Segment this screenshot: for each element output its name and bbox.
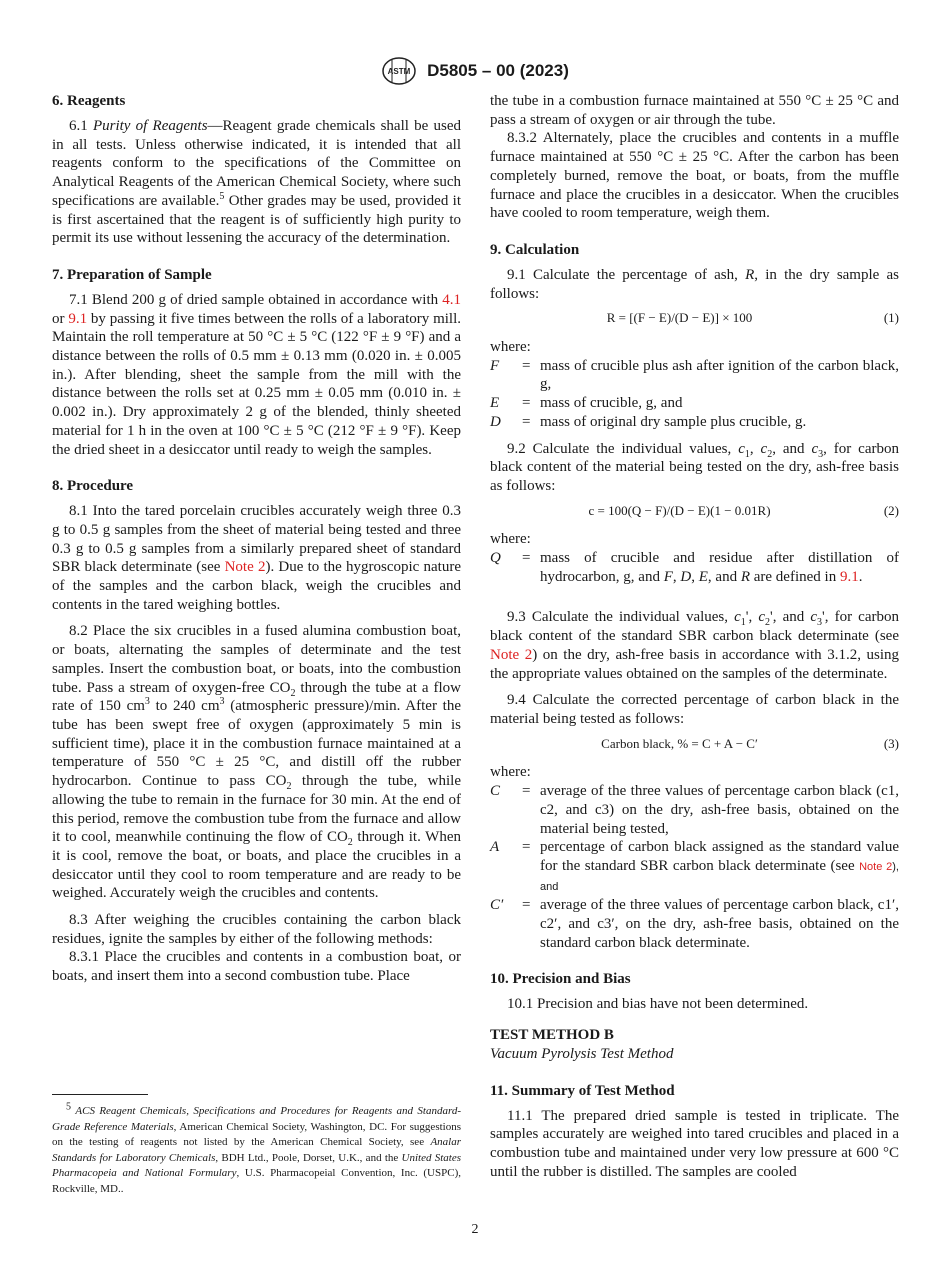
footnote-rule: [52, 1094, 148, 1095]
para-8-3-2: 8.3.2 Alternately, place the crucibles and contents in a muffle furnace maintained at 550 °C ± 25 °C. After the carbon has been completely burned, remove the boat, or boats, from the muffle furnace and place the crucibles in a desiccator. When the crucibles have cooled to room temperature, weigh them.: [490, 130, 899, 222]
test-method-subtitle: Vacuum Pyrolysis Test Method: [490, 1045, 674, 1062]
link-note-2[interactable]: Note 2: [224, 559, 266, 576]
definition-q: Q = mass of crucible and residue after distillation of hydrocarbon, g, and F, D, E, and R are defined in 9.1.: [490, 550, 899, 585]
section-7-heading: 7. Preparation of Sample: [52, 266, 212, 283]
link-note-2-c[interactable]: Note 2: [859, 860, 893, 873]
left-column: [52, 92, 461, 986]
para-8-3-1: 8.3.1 Place the crucibles and contents in a combustion boat, or boats, and insert them into a second combustion tube. Place: [52, 949, 461, 985]
equation-2: c = 100(Q − F)/(D − E)(1 − 0.01R) (2): [588, 502, 899, 518]
para-11-1: 11.1 The prepared dried sample is tested in triplicate. The samples accurately are weighed into tared crucibles and placed in a combustion tube and maintained under very low pressure at 600 °C until the rubber is distilled. The samples are cooled: [490, 1107, 899, 1180]
para-6-1: 6.1 Purity of Reagents—Reagent grade chemicals shall be used in all tests. Unless otherwise indicated, it is intended that all reagents conform to the specifications of the Committee on Analytical Reagents of the American Chemical Society, where such specifications are available.$^5$ Other grades may be used, provided it is first ascertained that the reagent is of sufficiently high purity to permit its use without lessening the accuracy of the determination.: [52, 118, 462, 247]
para-7-1: 7.1 Blend 200 g of dried sample obtained in accordance with 4.1 or 9.1 by passing it five times between the rolls of a laboratory mill. Maintain the roll temperature at 50 °C ± 5 °C (122 °F ± 9 °F) and a distance between the rolls of 0.5 mm ± 0.13 mm (0.020 in. ± 0.005 in.). After blending, sheet the sample from the mill with the distance between the rolls set at 0.25 mm ± 0.05 mm (0.010 in. ± 0.002 in.). Dry approximately 2 g of the blended, thinly sheeted material for 1 h in the oven at 100 °C ± 5 °C (212 °F ± 9 °F). Keep the dried sheet in a desiccator until ready to weigh the samples.: [52, 291, 461, 458]
para-9-2: 9.2 Calculate the individual values, $c_1$, $c_2$, and $c_3$, for carbon black content of the material being tested on the dry, ash-free basis as follows:: [490, 440, 899, 494]
definition-row: E = mass of crucible, g, and: [490, 395, 683, 412]
section-8-heading: 8. Procedure: [52, 478, 134, 495]
definitions-1: [490, 357, 899, 432]
astm-logo: [381, 56, 417, 86]
definition-row: D = mass of original dry sample plus crucible, g.: [490, 413, 807, 430]
link-note-2-b[interactable]: Note 2: [490, 646, 533, 663]
section-11-heading: 11. Summary of Test Method: [490, 1082, 675, 1099]
definition-c: C = average of the three values of percentage carbon black (c1, c2, and c3) on the dry, ash-free basis, obtained on the material being tested,: [490, 783, 899, 837]
para-8-3-1-cont: the tube in a combustion furnace maintained at 550 °C ± 25 °C and pass a stream of oxygen or air through the tube.: [490, 93, 899, 128]
definition-a: A = percentage of carbon black assigned as the standard value for the standard SBR carbon black determinate (see Note 2), and: [490, 839, 899, 893]
para-9-1: 9.1 Calculate the percentage of ash, R, in the dry sample as follows:: [490, 266, 899, 302]
link-9-1-b[interactable]: 9.1: [839, 568, 859, 585]
para-8-3: 8.3 After weighing the crucibles containing the carbon black residues, ignite the samples by either of the following methods:: [52, 912, 461, 947]
footnote-5: $^5$ ACS Reagent Chemicals, Specifications and Procedures for Reagents and Standard-Grade Reference Materials, American Chemical Society, Washington, DC. For suggestions on the testing of reagents not listed by the American Chemical Society, see Analar Standards for Laboratory Chemicals, BDH Ltd., Poole, Dorset, U.K., and the United States Pharmacopeia and National Formulary, U.S. Pharmacopeial Convention, Inc. (USPC), Rockville, MD..: [52, 1101, 462, 1195]
para-8-2: 8.2 Place the six crucibles in a fused alumina combustion boat, or boats, alternating the samples of determinate and the test samples. Insert the combustion boat, or boats, into the combustion tube. Pass a stream of oxygen-free $CO_2$ through the tube at a flow rate of 150 $cm^3$ to 240 $cm^3$ (atmospheric pressure)/min. After the tube has been swept free of oxygen (approximately 5 min is sufficient time), place it in the combustion furnace maintained at a temperature of 550 °C ± 25 °C, and distill off the rubber hydrocarbon. Continue to pass $CO_2$ through the tube, while allowing the tube to remain in the furnace for 30 min. At the end of this period, remove the combustion tube from the furnace and allow it to cool, meanwhile continuing the flow of $CO_2$ through it. When it is cool, remove the boat, or boats, and place the crucibles in a desiccator until they cool to room temperature and are ready to be weighed. Accurately weigh the crucibles and contents.: [52, 623, 462, 902]
page-number: 2: [471, 1222, 479, 1237]
svg-text:ASTM: ASTM: [387, 67, 411, 76]
where-label-3: where:: [490, 764, 531, 781]
test-method-title: TEST METHOD B: [490, 1027, 614, 1044]
section-9-heading: 9. Calculation: [490, 241, 580, 258]
page-header: [0, 56, 950, 86]
right-column: [490, 92, 899, 1181]
section-10-heading: 10. Precision and Bias: [490, 971, 631, 988]
para-8-1: 8.1 Into the tared porcelain crucibles accurately weigh three 0.3 g to 0.5 g samples from the sheet of material being tested and three 0.3 g to 0.5 g samples from a similarly prepared sheet of standard SBR black determinate (see Note 2). Due to the hygroscopic nature of the samples and the carbon black, weigh the crucibles and contents in the tared weighing bottles.: [52, 503, 461, 613]
equation-3: Carbon black, % = C + A − C′ (3): [601, 735, 899, 751]
where-label-1: where:: [490, 339, 531, 356]
para-9-4: 9.4 Calculate the corrected percentage of carbon black in the material being tested as follows:: [490, 692, 899, 727]
where-label-2: where:: [490, 531, 531, 548]
equation-1: R = [(F − E)/(D − E)] × 100 (1): [606, 310, 899, 326]
definition-c-prime: C′ = average of the three values of percentage carbon black, c1′, c2′, and c3′, on the dry, ash-free basis, obtained on the standard carbon black determinate.: [490, 897, 899, 951]
document-title: D5805 – 00 (2023): [427, 61, 569, 80]
link-4-1[interactable]: 4.1: [442, 291, 461, 308]
para-9-3: 9.3 Calculate the individual values, $c_1'$, $c_2'$, and $c_3'$, for carbon black content of the standard SBR carbon black determinate (see Note 2) on the dry, ash-free basis in accordance with 3.1.2, using the appropriate values obtained on the samples of the determinate.: [490, 609, 899, 682]
link-9-1[interactable]: 9.1: [68, 310, 88, 327]
definition-row: F = mass of crucible plus ash after ignition of the carbon black, g,: [490, 357, 899, 393]
para-10-1: 10.1 Precision and bias have not been determined.: [507, 996, 809, 1013]
section-6-heading: 6. Reagents: [52, 93, 126, 109]
